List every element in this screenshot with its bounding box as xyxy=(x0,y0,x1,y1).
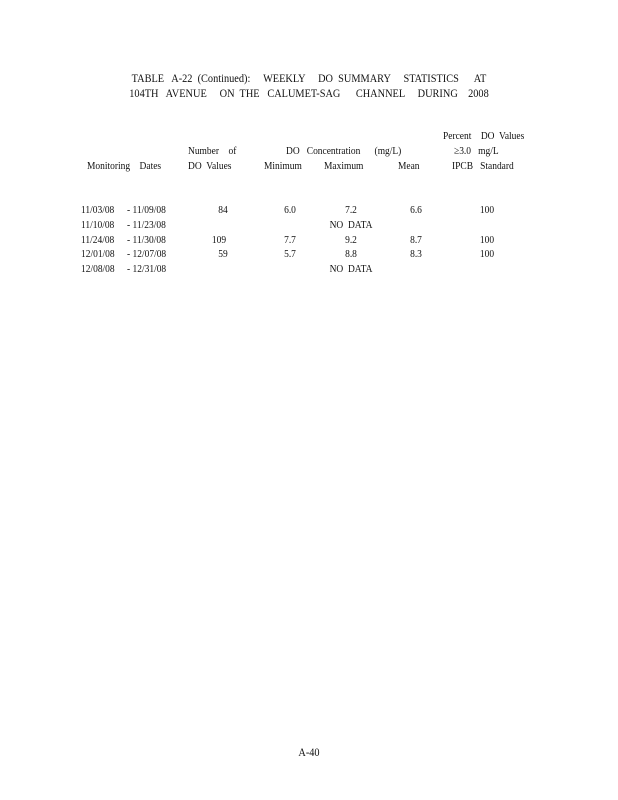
row-end-date: - 11/30/08 xyxy=(127,234,166,246)
row-start-date: 12/01/08 xyxy=(81,248,115,260)
table-title-line-1: TABLE A-22 (Continued): WEEKLY DO SUMMARY STATISTICS AT xyxy=(131,71,487,85)
row-start-date: 11/10/08 xyxy=(81,219,115,231)
row-number-of-values: 59 xyxy=(218,248,228,260)
row-mean: 8.7 xyxy=(410,234,422,246)
header-maximum: Maximum xyxy=(324,160,364,172)
row-mean: 8.3 xyxy=(410,248,422,260)
header-ipcb-standard: IPCB Standard xyxy=(452,160,514,172)
row-start-date: 11/03/08 xyxy=(81,204,115,216)
row-no-data: NO DATA xyxy=(329,263,373,275)
header-percent-do-values: Percent DO Values xyxy=(443,130,525,142)
row-number-of-values: 109 xyxy=(211,234,227,246)
row-end-date: - 11/23/08 xyxy=(127,219,166,231)
row-maximum: 9.2 xyxy=(345,234,357,246)
row-number-of-values: 84 xyxy=(218,204,228,216)
header-do-values: DO Values xyxy=(188,160,232,172)
page-number: A-40 xyxy=(298,745,320,759)
row-minimum: 5.7 xyxy=(284,248,296,260)
header-do-concentration: DO Concentration (mg/L) xyxy=(286,145,402,157)
row-percent: 100 xyxy=(479,234,495,246)
row-end-date: - 12/07/08 xyxy=(127,248,167,260)
row-minimum: 7.7 xyxy=(284,234,296,246)
row-no-data: NO DATA xyxy=(329,219,373,231)
row-minimum: 6.0 xyxy=(284,204,296,216)
header-threshold: ≥3.0 mg/L xyxy=(454,145,499,157)
row-maximum: 8.8 xyxy=(345,248,357,260)
row-start-date: 11/24/08 xyxy=(81,234,115,246)
header-monitoring-dates: Monitoring Dates xyxy=(87,160,162,172)
header-mean: Mean xyxy=(398,160,420,172)
row-percent: 100 xyxy=(479,248,495,260)
row-mean: 6.6 xyxy=(410,204,422,216)
row-end-date: - 12/31/08 xyxy=(127,263,167,275)
table-title-line-2: 104TH AVENUE ON THE CALUMET-SAG CHANNEL DURING 2008 xyxy=(129,86,489,100)
row-maximum: 7.2 xyxy=(345,204,357,216)
header-minimum: Minimum xyxy=(264,160,302,172)
row-end-date: - 11/09/08 xyxy=(127,204,166,216)
header-number-of: Number of xyxy=(188,145,237,157)
row-percent: 100 xyxy=(479,204,495,216)
row-start-date: 12/08/08 xyxy=(81,263,115,275)
